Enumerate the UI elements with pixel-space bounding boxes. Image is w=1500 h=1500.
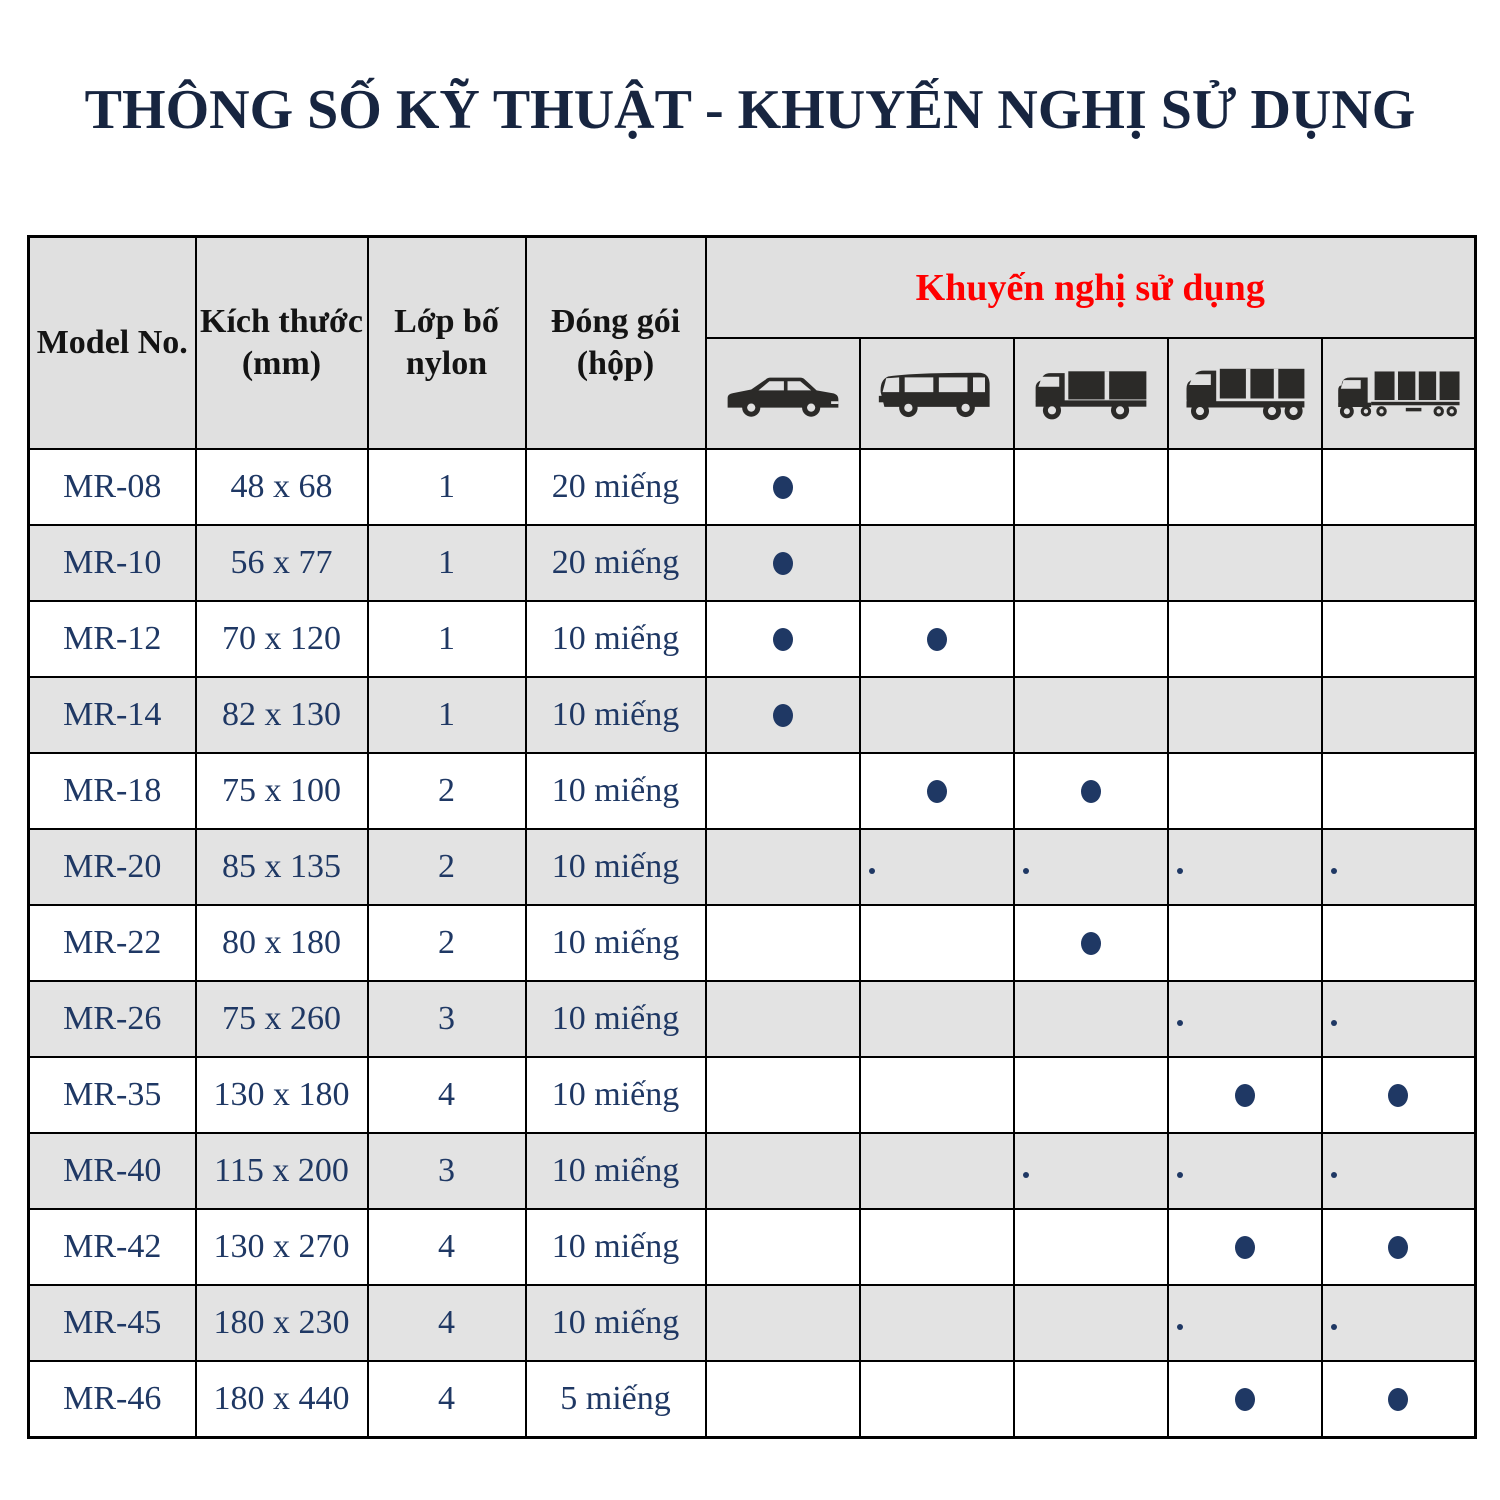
size-cell: 85 x 135 — [196, 829, 368, 905]
van-recommend-cell — [860, 905, 1014, 981]
size-cell: 130 x 270 — [196, 1209, 368, 1285]
model-cell: MR-18 — [29, 753, 196, 829]
size-cell: 70 x 120 — [196, 601, 368, 677]
van-recommend-cell — [860, 981, 1014, 1057]
size-cell: 82 x 130 — [196, 677, 368, 753]
car-column-header — [706, 338, 860, 449]
car-recommend-cell — [706, 1361, 860, 1438]
van-recommend-cell — [860, 601, 1014, 677]
heavy-truck-recommend-cell — [1168, 1133, 1322, 1209]
header-model: Model No. — [29, 237, 196, 450]
heavy-truck-recommend-cell — [1168, 525, 1322, 601]
layers-cell: 3 — [368, 1133, 526, 1209]
semi-trailer-recommend-cell — [1322, 981, 1476, 1057]
recommend-dot — [1081, 780, 1101, 803]
period-mark — [1023, 868, 1029, 874]
van-recommend-cell — [860, 1057, 1014, 1133]
van-recommend-cell — [860, 1361, 1014, 1438]
van-recommend-cell — [860, 829, 1014, 905]
car-recommend-cell — [706, 1057, 860, 1133]
model-cell: MR-14 — [29, 677, 196, 753]
table-row — [29, 449, 1476, 525]
recommend-dot — [773, 628, 793, 651]
heavy-truck-recommend-cell — [1168, 829, 1322, 905]
header-layers: Lớp bố nylon — [368, 237, 526, 450]
heavy-truck-recommend-cell — [1168, 1361, 1322, 1438]
car-recommend-cell — [706, 677, 860, 753]
van-column-header — [860, 338, 1014, 449]
model-cell: MR-20 — [29, 829, 196, 905]
heavy-truck-recommend-cell — [1168, 1209, 1322, 1285]
semi-trailer-recommend-cell — [1322, 601, 1476, 677]
van-recommend-cell — [860, 677, 1014, 753]
packing-cell: 20 miếng — [526, 449, 706, 525]
semi-trailer-recommend-cell — [1322, 753, 1476, 829]
light-truck-recommend-cell — [1014, 1285, 1168, 1361]
layers-cell: 2 — [368, 829, 526, 905]
recommend-dot — [773, 476, 793, 499]
car-recommend-cell — [706, 1209, 860, 1285]
model-cell: MR-12 — [29, 601, 196, 677]
semi-trailer-recommend-cell — [1322, 1057, 1476, 1133]
van-recommend-cell — [860, 1133, 1014, 1209]
light-truck-recommend-cell — [1014, 449, 1168, 525]
light-truck-recommend-cell — [1014, 829, 1168, 905]
packing-cell: 10 miếng — [526, 905, 706, 981]
heavy-truck-recommend-cell — [1168, 1285, 1322, 1361]
light-truck-column-header — [1014, 338, 1168, 449]
heavy-truck-recommend-cell — [1168, 449, 1322, 525]
period-mark — [1331, 1020, 1337, 1026]
layers-cell: 4 — [368, 1285, 526, 1361]
layers-cell: 4 — [368, 1209, 526, 1285]
period-mark — [1177, 1172, 1183, 1178]
semi-trailer-recommend-cell — [1322, 829, 1476, 905]
car-recommend-cell — [706, 829, 860, 905]
period-mark — [1331, 1172, 1337, 1178]
recommend-dot — [927, 780, 947, 803]
model-cell: MR-46 — [29, 1361, 196, 1438]
model-cell: MR-40 — [29, 1133, 196, 1209]
recommend-dot — [1388, 1084, 1408, 1107]
table-row — [29, 1209, 1476, 1285]
table-row — [29, 981, 1476, 1057]
recommend-dot — [773, 552, 793, 575]
layers-cell: 3 — [368, 981, 526, 1057]
period-mark — [869, 868, 875, 874]
car-recommend-cell — [706, 525, 860, 601]
table-row — [29, 753, 1476, 829]
layers-cell: 2 — [368, 905, 526, 981]
packing-cell: 10 miếng — [526, 677, 706, 753]
period-mark — [1177, 1020, 1183, 1026]
packing-cell: 10 miếng — [526, 1285, 706, 1361]
layers-cell: 4 — [368, 1057, 526, 1133]
layers-cell: 1 — [368, 449, 526, 525]
size-cell: 48 x 68 — [196, 449, 368, 525]
light-truck-recommend-cell — [1014, 601, 1168, 677]
packing-cell: 10 miếng — [526, 1209, 706, 1285]
semi-trailer-recommend-cell — [1322, 905, 1476, 981]
packing-cell: 20 miếng — [526, 525, 706, 601]
packing-cell: 10 miếng — [526, 753, 706, 829]
recommend-dot — [1388, 1388, 1408, 1411]
light-truck-recommend-cell — [1014, 1133, 1168, 1209]
light-truck-recommend-cell — [1014, 677, 1168, 753]
light-truck-recommend-cell — [1014, 981, 1168, 1057]
car-recommend-cell — [706, 981, 860, 1057]
heavy-truck-recommend-cell — [1168, 1057, 1322, 1133]
semi-trailer-recommend-cell — [1322, 1285, 1476, 1361]
packing-cell: 10 miếng — [526, 829, 706, 905]
layers-cell: 1 — [368, 601, 526, 677]
table-body — [29, 449, 1476, 1438]
period-mark — [1023, 1172, 1029, 1178]
car-recommend-cell — [706, 1133, 860, 1209]
heavy-truck-recommend-cell — [1168, 753, 1322, 829]
heavy-truck-icon — [1182, 365, 1308, 423]
car-recommend-cell — [706, 449, 860, 525]
packing-cell: 10 miếng — [526, 1057, 706, 1133]
car-icon — [724, 367, 842, 421]
light-truck-icon — [1032, 365, 1150, 423]
heavy-truck-recommend-cell — [1168, 677, 1322, 753]
header-recommend: Khuyến nghị sử dụng — [706, 237, 1476, 339]
heavy-truck-recommend-cell — [1168, 981, 1322, 1057]
recommend-dot — [927, 628, 947, 651]
van-recommend-cell — [860, 449, 1014, 525]
car-recommend-cell — [706, 1285, 860, 1361]
table-row — [29, 1133, 1476, 1209]
model-cell: MR-22 — [29, 905, 196, 981]
size-cell: 130 x 180 — [196, 1057, 368, 1133]
page-title: THÔNG SỐ KỸ THUẬT - KHUYẾN NGHỊ SỬ DỤNG — [84, 79, 1416, 141]
header-size: Kích thước (mm) — [196, 237, 368, 450]
packing-cell: 10 miếng — [526, 601, 706, 677]
model-cell: MR-42 — [29, 1209, 196, 1285]
period-mark — [1177, 1324, 1183, 1330]
recommend-dot — [1235, 1388, 1255, 1411]
recommend-dot — [1235, 1084, 1255, 1107]
heavy-truck-column-header — [1168, 338, 1322, 449]
light-truck-recommend-cell — [1014, 753, 1168, 829]
layers-cell: 1 — [368, 525, 526, 601]
period-mark — [1177, 868, 1183, 874]
van-icon — [877, 366, 997, 422]
table-row — [29, 525, 1476, 601]
light-truck-recommend-cell — [1014, 525, 1168, 601]
table-row — [29, 1285, 1476, 1361]
size-cell: 115 x 200 — [196, 1133, 368, 1209]
table-row — [29, 1361, 1476, 1438]
car-recommend-cell — [706, 601, 860, 677]
table-row — [29, 905, 1476, 981]
heavy-truck-recommend-cell — [1168, 601, 1322, 677]
spec-table — [27, 235, 1477, 1439]
size-cell: 75 x 260 — [196, 981, 368, 1057]
period-mark — [1331, 1324, 1337, 1330]
layers-cell: 4 — [368, 1361, 526, 1438]
table-row — [29, 829, 1476, 905]
heavy-truck-recommend-cell — [1168, 905, 1322, 981]
table-row — [29, 677, 1476, 753]
light-truck-recommend-cell — [1014, 1209, 1168, 1285]
van-recommend-cell — [860, 1209, 1014, 1285]
size-cell: 56 x 77 — [196, 525, 368, 601]
semi-trailer-column-header — [1322, 338, 1476, 449]
model-cell: MR-26 — [29, 981, 196, 1057]
recommend-dot — [1235, 1236, 1255, 1259]
light-truck-recommend-cell — [1014, 905, 1168, 981]
size-cell: 75 x 100 — [196, 753, 368, 829]
car-recommend-cell — [706, 905, 860, 981]
model-cell: MR-35 — [29, 1057, 196, 1133]
car-recommend-cell — [706, 753, 860, 829]
size-cell: 80 x 180 — [196, 905, 368, 981]
semi-trailer-recommend-cell — [1322, 1133, 1476, 1209]
layers-cell: 2 — [368, 753, 526, 829]
packing-cell: 10 miếng — [526, 981, 706, 1057]
semi-trailer-recommend-cell — [1322, 677, 1476, 753]
light-truck-recommend-cell — [1014, 1361, 1168, 1438]
size-cell: 180 x 440 — [196, 1361, 368, 1438]
semi-trailer-recommend-cell — [1322, 1361, 1476, 1438]
van-recommend-cell — [860, 1285, 1014, 1361]
table-row — [29, 1057, 1476, 1133]
recommend-dot — [773, 704, 793, 727]
recommend-dot — [1081, 932, 1101, 955]
layers-cell: 1 — [368, 677, 526, 753]
van-recommend-cell — [860, 753, 1014, 829]
model-cell: MR-08 — [29, 449, 196, 525]
size-cell: 180 x 230 — [196, 1285, 368, 1361]
model-cell: MR-10 — [29, 525, 196, 601]
semi-trailer-recommend-cell — [1322, 525, 1476, 601]
van-recommend-cell — [860, 525, 1014, 601]
packing-cell: 5 miếng — [526, 1361, 706, 1438]
semi-trailer-recommend-cell — [1322, 1209, 1476, 1285]
header-packing: Đóng gói (hộp) — [526, 237, 706, 450]
semi-trailer-recommend-cell — [1322, 449, 1476, 525]
packing-cell: 10 miếng — [526, 1133, 706, 1209]
table-row — [29, 601, 1476, 677]
model-cell: MR-45 — [29, 1285, 196, 1361]
semi-trailer-truck-icon — [1333, 366, 1463, 422]
light-truck-recommend-cell — [1014, 1057, 1168, 1133]
period-mark — [1331, 868, 1337, 874]
header-row — [29, 237, 1476, 339]
recommend-dot — [1388, 1236, 1408, 1259]
